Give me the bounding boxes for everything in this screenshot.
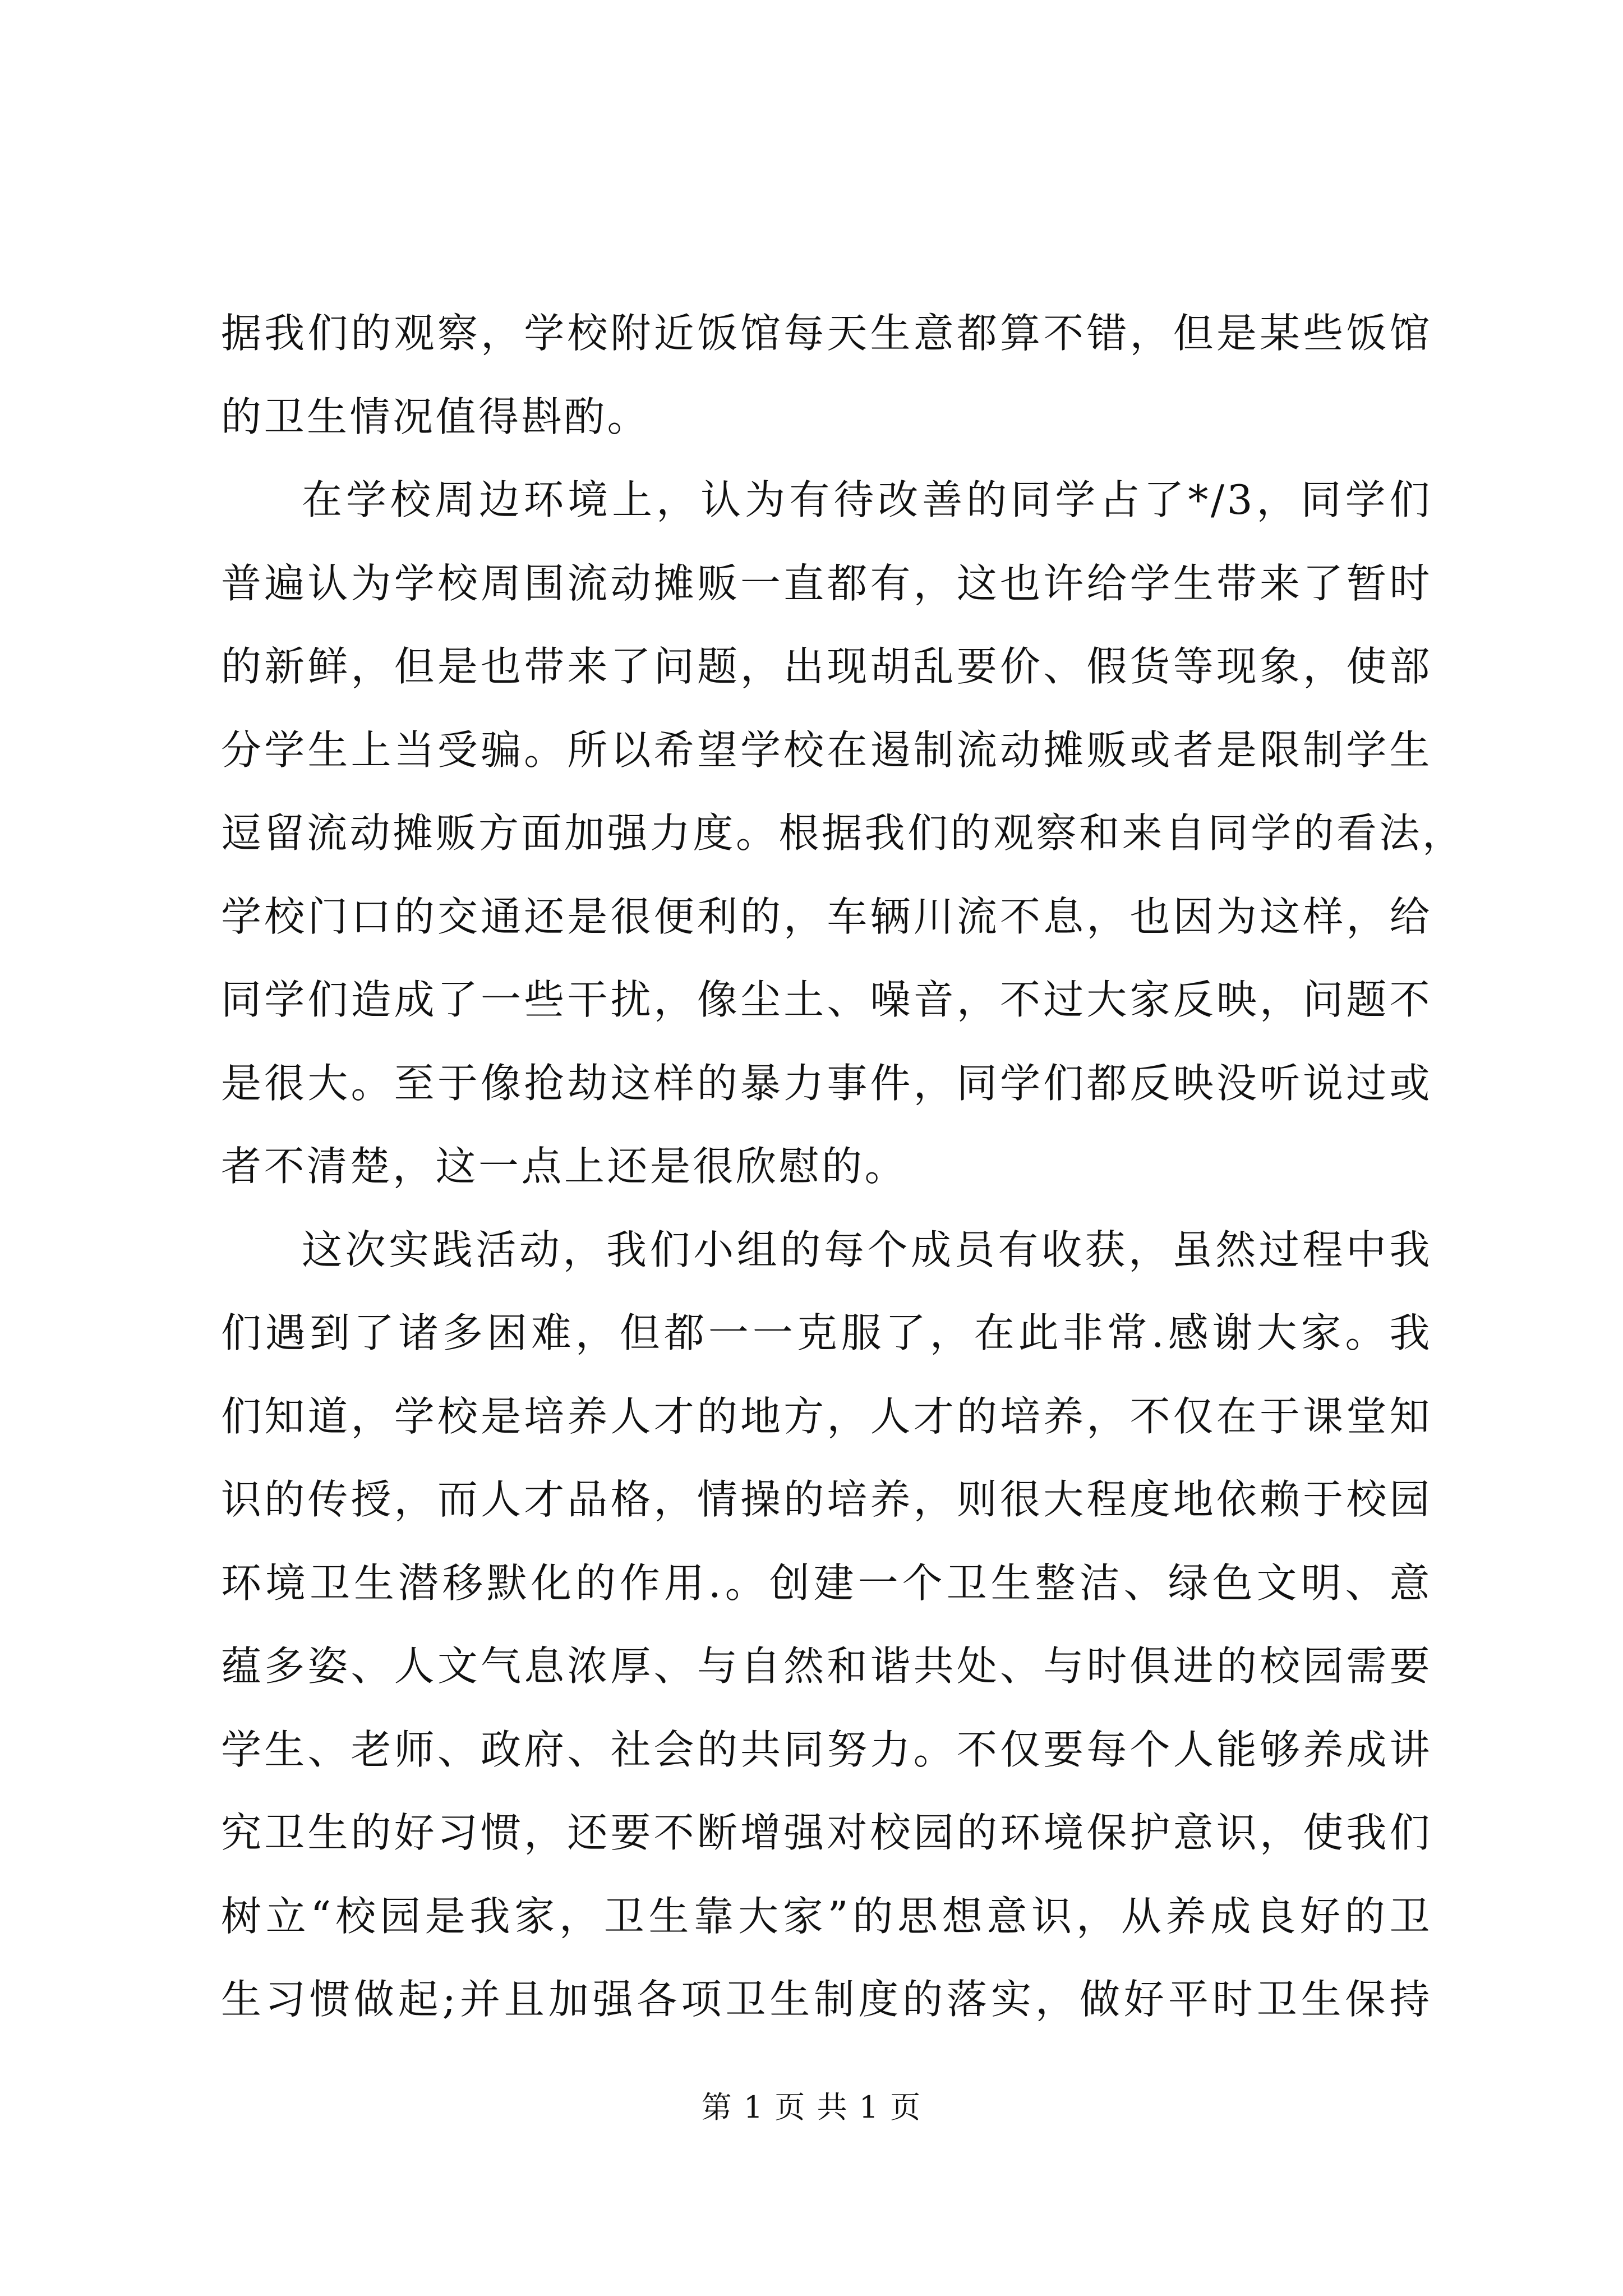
text-line: 同学们造成了一些干扰，像尘土、噪音，不过大家反映，问题不 (221, 976, 1432, 1023)
text-line: 学生、老师、政府、社会的共同努力。不仅要每个人能够养成讲 (221, 1726, 1432, 1773)
text-line: 逗留流动摊贩方面加强力度。根据我们的观察和来自同学的看法， (221, 809, 1465, 857)
paragraph-start-line: 这次实践活动，我们小组的每个成员有收获，虽然过程中我 (302, 1226, 1432, 1273)
text-line: 是很大。至于像抢劫这样的暴力事件，同学们都反映没听说过或 (221, 1059, 1432, 1107)
text-line: 们遇到了诸多困难，但都一一克服了，在此非常.感谢大家。我 (221, 1309, 1432, 1356)
text-line: 据我们的观察，学校附近饭馆每天生意都算不错，但是某些饭馆 (221, 310, 1432, 357)
paragraph-start-line: 在学校周边环境上，认为有待改善的同学占了*/3，同学们 (302, 476, 1432, 523)
text-line: 树立“校园是我家，卫生靠大家”的思想意识，从养成良好的卫 (221, 1892, 1432, 1940)
text-line: 者不清楚，这一点上还是很欣慰的。 (221, 1143, 908, 1190)
text-line: 环境卫生潜移默化的作用.。创建一个卫生整洁、绿色文明、意 (221, 1559, 1432, 1607)
text-line: 学校门口的交通还是很便利的，车辆川流不息，也因为这样，给 (221, 892, 1432, 940)
text-line: 们知道，学校是培养人才的地方，人才的培养，不仅在于课堂知 (221, 1392, 1432, 1440)
text-line: 蕴多姿、人文气息浓厚、与自然和谐共处、与时俱进的校园需要 (221, 1642, 1432, 1690)
text-line: 生习惯做起;并且加强各项卫生制度的落实，做好平时卫生保持 (221, 1976, 1432, 2023)
text-line: 分学生上当受骗。所以希望学校在遏制流动摊贩或者是限制学生 (221, 726, 1432, 774)
body-text (221, 292, 1465, 2041)
text-line: 识的传授，而人才品格，情操的培养，则很大程度地依赖于校园 (221, 1476, 1432, 1523)
page-footer: 第 1 页 共 1 页 (701, 2090, 922, 2125)
text-line: 的卫生情况值得斟酌。 (221, 393, 651, 440)
text-line: 的新鲜，但是也带来了问题，出现胡乱要价、假货等现象，使部 (221, 643, 1432, 690)
text-line: 究卫生的好习惯，还要不断增强对校园的环境保护意识，使我们 (221, 1809, 1432, 1856)
text-line: 普遍认为学校周围流动摊贩一直都有，这也许给学生带来了暂时 (221, 559, 1432, 607)
